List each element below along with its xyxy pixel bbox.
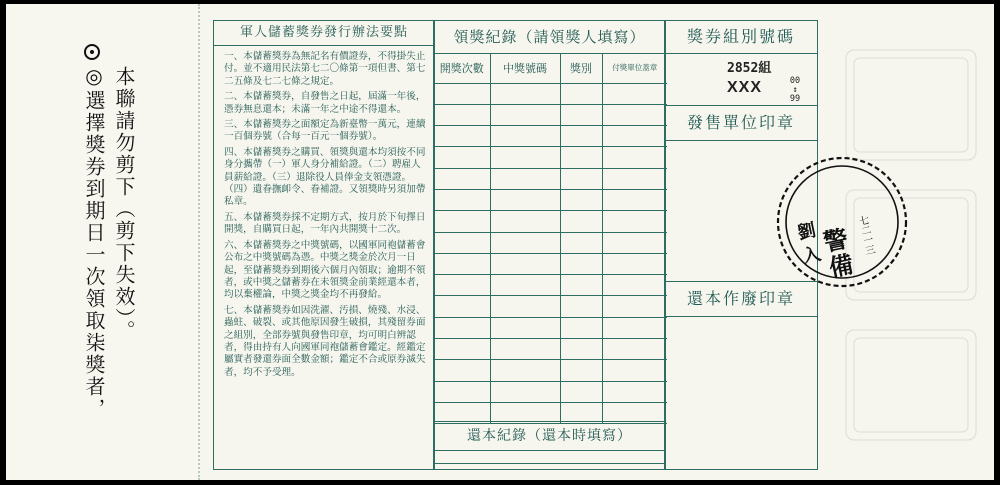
- table-cell: [434, 126, 490, 147]
- column-header-winning-number: 中獎號碼: [490, 53, 560, 83]
- return-record-title: 還本紀錄（還本時填寫）: [434, 421, 665, 451]
- table-cell: [560, 296, 602, 317]
- stub-instruction-2: [112, 66, 136, 342]
- perforation-line: [198, 4, 200, 480]
- table-cell: [560, 168, 602, 189]
- table-cell: [560, 381, 602, 402]
- table-cell: [602, 275, 667, 296]
- prize-record-title: 領獎紀錄（請領獎人填寫）: [434, 21, 665, 54]
- table-cell: [490, 211, 560, 232]
- table-cell: [560, 339, 602, 360]
- table-cell: [560, 83, 602, 104]
- table-cell: [560, 211, 602, 232]
- ticket-number-title: 獎券組別號碼: [665, 21, 817, 54]
- table-cell: [490, 126, 560, 147]
- sale-stamp-title: 發售單位印章: [665, 105, 817, 141]
- table-cell: [602, 168, 667, 189]
- table-cell: [490, 381, 560, 402]
- rules-item: 二、本儲蓄獎券，自發售之日起，屆滿一年後，憑券無息還本；未滿一年之中途不得還本。: [224, 91, 426, 115]
- rules-item: 一、本儲蓄獎券為無記名有價證券，不得掛失止付。並不適用民法第七二〇條第一項但書、第七二五條及七二七條之規定。: [224, 51, 426, 87]
- table-cell: [560, 189, 602, 210]
- table-cell: [490, 296, 560, 317]
- rules-item: 三、本儲蓄獎券之面額定為新臺幣一萬元，連續一百個券號（合每一百元一個券號）。: [224, 119, 426, 143]
- rules-item: 五、本儲蓄獎券採不定期方式，按月於下旬擇日開獎，自購買日起，一年內共開獎十二次。: [224, 211, 426, 236]
- column-header-prize-class: 獎別: [560, 53, 602, 83]
- table-cell: [434, 189, 490, 210]
- serial-prefix: XXX: [727, 79, 763, 96]
- rules-item: 七、本儲蓄獎券如因洗濯、汚損、燒殘、水浸、蟲蛀、破裂、或其他原因發生破損，其殘留券面之組別，全部券號與發售印章，均可明白辨認者，得由持有人向國軍同袍儲蓄會鑑定。經鑑定屬實者發還券面全數金額；鑑定不合或原券滅失者，均不予受理。: [224, 304, 426, 378]
- table-row: [434, 147, 667, 168]
- table-row: [434, 189, 667, 210]
- table-cell: [602, 104, 667, 125]
- table-row: [434, 317, 667, 338]
- table-cell: [490, 232, 560, 253]
- table-cell: [602, 147, 667, 168]
- table-row: [434, 275, 667, 296]
- rules-list: [224, 51, 429, 382]
- stub-instruction-2-main: 本聯請勿剪下: [112, 66, 136, 198]
- serial-range-from: 00: [789, 76, 801, 86]
- stub-instruction-1: ◎選擇獎券到期日一次領取柒獎者，: [82, 64, 106, 420]
- table-cell: [490, 317, 560, 338]
- stub-instruction-2-note: （剪下失效）。: [112, 198, 136, 342]
- rules-title: 軍人儲蓄獎券發行辦法要點: [214, 21, 434, 46]
- table-cell: [602, 126, 667, 147]
- table-cell: [602, 83, 667, 104]
- serial-range-arrow: ↕: [792, 85, 798, 95]
- return-record-line: [434, 463, 665, 464]
- table-cell: [602, 317, 667, 338]
- table-cell: [560, 275, 602, 296]
- table-cell: [602, 232, 667, 253]
- table-row: [434, 339, 667, 360]
- seal-main-text: 警備: [816, 225, 857, 283]
- bullet-circle-icon: [84, 44, 100, 60]
- table-row: [434, 126, 667, 147]
- table-cell: [434, 296, 490, 317]
- table-cell: [434, 275, 490, 296]
- table-cell: [490, 104, 560, 125]
- table-cell: [490, 253, 560, 274]
- table-row: [434, 211, 667, 232]
- group-number: [727, 57, 771, 76]
- table-row: [434, 168, 667, 189]
- table-cell: [560, 317, 602, 338]
- column-header-payer-seal: 付獎單位蓋章: [602, 53, 667, 83]
- table-cell: [602, 381, 667, 402]
- table-row: [434, 83, 667, 104]
- table-cell: [490, 275, 560, 296]
- table-cell: [434, 83, 490, 104]
- void-stamp-title: 還本作廢印章: [665, 281, 817, 317]
- table-cell: [434, 104, 490, 125]
- group-number-suffix: 組: [758, 61, 772, 76]
- seal-sub-text: 劉 入: [792, 219, 823, 266]
- table-cell: [560, 126, 602, 147]
- table-cell: [560, 147, 602, 168]
- table-cell: [560, 253, 602, 274]
- table-row: [434, 296, 667, 317]
- table-cell: [490, 168, 560, 189]
- serial-range: [787, 77, 803, 104]
- prize-record-rows: [434, 83, 667, 424]
- table-cell: [434, 317, 490, 338]
- table-cell: [434, 168, 490, 189]
- table-row: [434, 360, 667, 381]
- table-cell: [490, 339, 560, 360]
- group-number-value: 2852: [727, 61, 759, 76]
- serial-range-to: 99: [789, 94, 801, 104]
- table-cell: [602, 339, 667, 360]
- prize-record-table: [434, 53, 667, 424]
- table-cell: [490, 360, 560, 381]
- table-row: [434, 381, 667, 402]
- rules-item: 四、本儲蓄獎券之購買、領獎與還本均須按不同身分攜帶（一）軍人身分補給證。（二）聘雇人員薪給證。（三）退除役人員俸金支領憑證。（四）遺眷撫卹令、眷補證。又領獎時另須加帶私章。: [224, 146, 426, 208]
- table-header-row: [434, 53, 667, 83]
- column-header-draw-count: 開獎次數: [434, 53, 490, 83]
- table-cell: [602, 211, 667, 232]
- table-cell: [560, 232, 602, 253]
- table-cell: [602, 189, 667, 210]
- table-cell: [434, 147, 490, 168]
- table-cell: [434, 211, 490, 232]
- table-cell: [602, 296, 667, 317]
- postmark-seal: [772, 152, 912, 292]
- table-cell: [490, 189, 560, 210]
- prize-record-panel: [433, 20, 666, 470]
- table-row: [434, 104, 667, 125]
- rules-panel: [213, 20, 435, 470]
- table-cell: [434, 381, 490, 402]
- seal-date-text: 七二一三: [855, 214, 875, 257]
- table-row: [434, 232, 667, 253]
- table-cell: [602, 360, 667, 381]
- table-cell: [490, 147, 560, 168]
- table-cell: [434, 360, 490, 381]
- table-cell: [602, 253, 667, 274]
- table-cell: [434, 339, 490, 360]
- table-cell: [434, 253, 490, 274]
- table-cell: [560, 104, 602, 125]
- table-cell: [490, 83, 560, 104]
- rules-item: 六、本儲蓄獎券之中獎號碼，以國軍同袍儲蓄會公布之中獎號碼為憑。中獎之獎金於次月一日起，至儲蓄獎券到期後六個月內領取；逾期不領者，或中獎之儲蓄券在未領獎金前業經還本者，均以棄權論，中獎之獎金均不再發給。: [224, 239, 426, 301]
- table-row: [434, 253, 667, 274]
- table-cell: [434, 232, 490, 253]
- table-cell: [560, 360, 602, 381]
